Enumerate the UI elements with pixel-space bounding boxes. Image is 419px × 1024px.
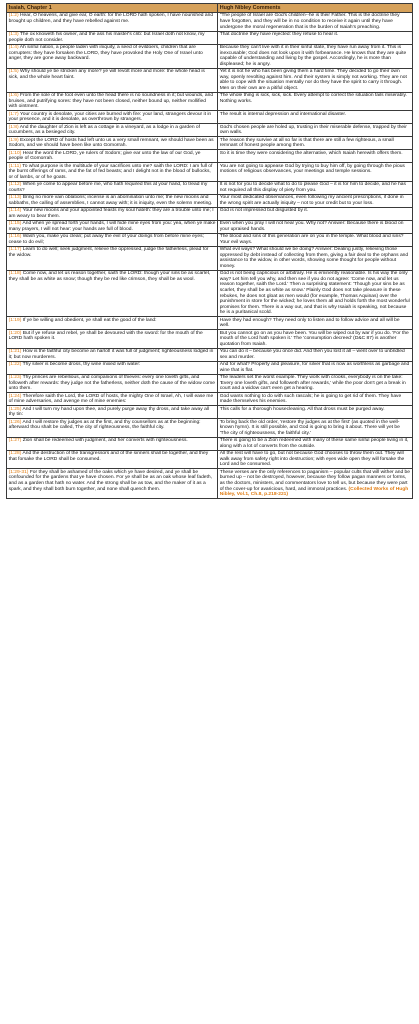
verse-reference: (1:12): [8, 182, 22, 188]
verse-cell: [7, 419, 218, 438]
comment-cell: [218, 406, 413, 419]
verse-reference: (1:6): [8, 93, 19, 99]
verse-cell: [7, 207, 218, 220]
verse-text: And the destruction of the transgressors and of the sinners shall be together, and they that forsake the LORD shall be consumed.: [8, 451, 209, 462]
verse-text: Therefore saith the Lord, the LORD of hosts, the mighty One of Israel, Ah, I will ease me of mine adversaries, and avenge me of mine enemies:: [8, 393, 214, 405]
comment-text: The result is internal depression and international disaster.: [219, 111, 347, 117]
comment-text: The leaders set the worst example. They work with crooks, everybody is on the take: 'Every one loveth gifts, and followeth after rewards,' while the poor don't get a break in court and a widow can't even get a hearing.: [219, 375, 406, 392]
comment-cell: [218, 361, 413, 374]
comment-text: Have they had enough? They need only to listen and to follow advice and all will be well.: [219, 317, 400, 329]
verse-cell: [7, 393, 218, 406]
comment-cell: [218, 124, 413, 137]
table-row: [7, 12, 413, 31]
verse-text: Zion shall be redeemed with judgment, and her converts with righteousness.: [22, 438, 188, 444]
comment-text: All the rest will have to go, but not because God chooses to throw them out. They will walk away from safety right into destruction; with eyes wide open they will forsake the Lord and be consumed.: [219, 451, 405, 468]
verse-reference: (1:8): [8, 124, 19, 130]
comment-cell: [218, 12, 413, 31]
comment-cell: [218, 111, 413, 124]
verse-cell: [7, 92, 218, 111]
table-row: [7, 111, 413, 124]
verse-cell: [7, 150, 218, 163]
verse-text: Why should ye be stricken any more? ye will revolt more and more: the whole head is sick, and the whole heart faint.: [8, 69, 205, 80]
verse-reference: (1:26): [8, 419, 22, 425]
comment-text: You are not going to appease God by trying to buy him off, by going through the pious motions of religious observances, your meetings and temple sessions.: [219, 163, 405, 175]
verse-cell: [7, 317, 218, 330]
verse-cell: [7, 194, 218, 207]
verse-cell: [7, 450, 218, 469]
verse-text: Ah sinful nation, a people laden with iniquity, a seed of evildoers, children that are corrupters: they have forsaken the LORD, they have provoked the Holy One of Israel unto anger, they are gone away backward.: [8, 44, 203, 62]
verse-text: Hear the word the LORD, ye rulers of Sodom; give ear unto the law of our God, ye people of Gomorrah.: [8, 150, 201, 162]
table-header-row: [7, 4, 413, 13]
comment-cell: [218, 317, 413, 330]
table-row: [7, 246, 413, 270]
verse-text: Come now, and let us reason together, saith the LORD: though your sins be as scarlet, they shall be as white as snow; though they be red like crimson, they shall be as wool.: [8, 271, 211, 282]
comment-cell: [218, 137, 413, 150]
verse-cell: [7, 124, 218, 137]
verse-reference: (1:3): [8, 31, 19, 37]
verse-text: Bring no more vain oblations; incense is an abomination unto me; the new moons and sabbaths, the calling of assemblies, I cannot away with; it is iniquity, even the solemn meeting.: [8, 195, 213, 206]
comment-text: You can do it – because you once did. And then you lost it all – went over to unbridled sex and murder.: [219, 349, 405, 360]
verse-cell: [7, 137, 218, 150]
verse-cell: [7, 44, 218, 68]
comment-text: It is not for you to decide what to do to please God – it is for him to decide, and he has not required all this display of piety from you.: [219, 182, 406, 193]
comment-text: "The people of Israel are God's children--he is their Father. This is the doctrine they have forgotten, and they will be in no condition to receive it again until they have undergone the moral regeneration that is the burden of Isaiah's preaching.: [219, 13, 400, 30]
table-row: [7, 194, 413, 207]
verse-reference: (1:20): [8, 330, 22, 336]
verse-cell: [7, 469, 218, 499]
comment-text: Because they can't live with it in their sinful state, they have run away from it. This is inexcusable; God does not look upon it with forbearance. He knows that they are quite capable of understanding and living by the gospel. Accordingly, he is more than displeased; he is angry.: [219, 44, 407, 67]
comment-cell: [218, 348, 413, 361]
verse-reference: (1:5): [8, 69, 19, 75]
verse-cell: [7, 437, 218, 450]
table-row: [7, 163, 413, 182]
verse-text: The ox knoweth his owner, and the ass his master's crib: but Israel doth not know, my people doth not consider.: [8, 31, 205, 43]
verse-text: Learn to do well; seek judgment, relieve the oppressed, judge the fatherless, plead for the widow.: [8, 247, 209, 258]
comment-cell: [218, 450, 413, 469]
comment-cell: [218, 92, 413, 111]
verse-text: For they shall be ashamed of the oaks which ye have desired, and ye shall be confounded for the gardens that ye have chosen. For ye shall be as an oak whose leaf fadeth, and as a garden that hath no water. And the strong shall be as tow, and the maker of it as a spark, and they shall both burn together, and none shall quench them.: [8, 469, 212, 492]
comment-text: What evil ways? What should we be doing? Answer: Dealing justly, relieving those oppressed by debt instead of collecting from them, giving a fair deal to the orphans and assistance to the widow, in other words, showing some thought for people without money.: [219, 247, 409, 269]
comment-cell: [218, 68, 413, 92]
verse-reference: (1:29-31): [8, 469, 29, 475]
verse-reference: (1:4): [8, 44, 19, 50]
verse-text: How is the faithful city become an harlot! it was full of judgment; righteousness lodged in it; but now murderers.: [8, 349, 214, 360]
verse-text: To what purpose is the multitude of your sacrifices unto me? saith the LORD: I am full of the burnt offerings of rams, and the fat of fed beasts; and I delight not in the blood of bullocks, or of lambs, or of he goats.: [8, 163, 213, 180]
comment-text: These verses are the only references to paganism – popular cults that will wither and be burned up – not be destroyed, however, because they follow pagan manners or forms, as the doctors, ministers, and commentators love to tell us, but because they were part of the cover-up for avaricious, hard, and immoral practices.: [219, 469, 410, 492]
table-row: [7, 44, 413, 68]
verse-text: Thy silver is become dross, thy wine mixed with water:: [22, 362, 141, 368]
comment-cell: [218, 44, 413, 68]
comment-cell: [218, 374, 413, 393]
table-row: [7, 233, 413, 246]
table-row: [7, 181, 413, 194]
verse-reference: (1:10): [8, 150, 22, 156]
verse-text: From the sole of the foot even unto the head there is no soundness in it; but wounds, and bruises, and putrifying sores: they have not been closed, neither bound up, neither mollified with ointment.: [8, 93, 214, 110]
verse-reference: (1:14): [8, 208, 22, 214]
verse-cell: [7, 361, 218, 374]
comment-cell: [218, 270, 413, 317]
table-row: [7, 450, 413, 469]
comment-cell: [218, 194, 413, 207]
verse-reference: (1:22): [8, 362, 22, 368]
verse-cell: [7, 163, 218, 182]
comment-text: God's chosen people are holed up, trusting in their miserable defense, trapped by their own walls.: [219, 124, 407, 136]
table-body: [7, 12, 413, 498]
comment-cell: [218, 469, 413, 499]
table-row: [7, 137, 413, 150]
verse-reference: (1:11): [8, 163, 22, 169]
comment-text: That doctrine they have rejected: they refuse to hear it.: [219, 31, 339, 37]
verse-cell: [7, 12, 218, 31]
verse-cell: [7, 374, 218, 393]
comment-cell: [218, 246, 413, 270]
comment-cell: [218, 31, 413, 44]
verse-text: Except the LORD of hosts had left unto us a very small remnant, we should have been as Sodom, and we should have been like unto Gomorrah.: [8, 137, 214, 149]
verse-reference: (1:15): [8, 221, 22, 227]
comment-text: But you cannot go on as you have been. You will be wiped out by war if you do. 'For the mouth of the Lord hath spoken it.' The 'consumption decreed' (D&C 87) is another quotation from Isaiah.: [219, 330, 409, 347]
verse-reference: (1:25): [8, 406, 22, 412]
verse-reference: (1:21): [8, 349, 22, 355]
verse-reference: (1:13): [8, 195, 22, 201]
comment-cell: [218, 150, 413, 163]
table-row: [7, 317, 413, 330]
verse-reference: (1:17): [8, 247, 22, 253]
verse-text: And the daughter of Zion is left as a cottage in a vineyard, as a lodge in a garden of cucumbers, as a besieged city.: [8, 124, 201, 136]
verse-text: But if ye refuse and rebel, ye shall be devoured with the sword: for the mouth of the LORD hath spoken it.: [8, 330, 203, 342]
comment-text: To bring back the old order, 'restore thy judges as at the first' (as quoted in the well-known hymn). It is still possible, and God is going to bring it about. There will yet be 'The city of righteousness, the faithful city.': [219, 419, 400, 436]
comment-cell: [218, 233, 413, 246]
table-row: [7, 437, 413, 450]
comment-text: This calls for a thorough housecleaning. All that dross must be purged away.: [219, 406, 385, 412]
verse-reference: (1:28): [8, 451, 22, 457]
verse-reference: (1:7): [8, 111, 19, 117]
comment-cell: [218, 419, 413, 438]
column-header-isaiah: Isaiah, Chapter 1: [7, 4, 218, 13]
comment-text: Your most dedicated observances, even following my ancient prescriptions, if done in the wrong spirit are actually iniquity – not to your credit but to your loss.: [219, 195, 404, 206]
table-row: [7, 348, 413, 361]
table-row: [7, 220, 413, 233]
verse-reference: (1:27): [8, 438, 22, 444]
comment-cell: [218, 437, 413, 450]
verse-reference: (1:19): [8, 317, 22, 323]
verse-text: And when ye spread forth your hands, I will hide mine eyes from you: yea, when ye make many prayers, I will not hear: your hands are full of blood.: [8, 221, 216, 232]
verse-text: If ye be willing and obedient, ye shall eat the good of the land:: [22, 317, 157, 323]
verse-text: And I will turn my hand upon thee, and purely purge away thy dross, and take away all thy tin:: [8, 406, 209, 418]
comment-text: God wants nothing to do with such rascals; he is going to get rid of them. They have made themselves his enemies.: [219, 393, 402, 405]
comment-text: God is not impressed but disgusted by it.: [219, 208, 309, 214]
verse-cell: [7, 31, 218, 44]
verse-cell: [7, 220, 218, 233]
table-row: [7, 361, 413, 374]
verse-reference: (1:23): [8, 375, 22, 381]
verse-cell: [7, 406, 218, 419]
verse-cell: [7, 348, 218, 361]
verse-cell: [7, 68, 218, 92]
table-row: [7, 124, 413, 137]
comment-text: The whole thing is sick, sick, sick. Every attempt to correct the situation fails miserably. Nothing works.: [219, 93, 407, 104]
verse-text: And I will restore thy judges as at the first, and thy counsellors as at the beginning: afterward thou shalt be called, The city of righteousness, the faithful city.: [8, 419, 201, 431]
comment-text: So it is time they were considering the alternative, which Isaiah herewith offers them.: [219, 150, 403, 156]
comment-cell: [218, 181, 413, 194]
verse-cell: [7, 246, 218, 270]
table-row: [7, 207, 413, 220]
verse-cell: [7, 233, 218, 246]
source-citation: (Collected Works of Hugh Nibley, Vol.1, Ch.8, p.218-221): [219, 486, 409, 498]
table-row: [7, 419, 413, 438]
comment-text: And for what? Property and pleasure, for silver that is now as worthless as garbage and wine that is flat.: [219, 362, 410, 373]
comment-cell: [218, 163, 413, 182]
table-row: [7, 150, 413, 163]
verse-reference: (1:16): [8, 234, 22, 240]
comment-text: The reason they survive at all so far is that there are still a few righteous, a small remnant of honest people among them.: [219, 137, 394, 149]
table-row: [7, 469, 413, 499]
comment-text: Even when you pray I will not hear you. Why not? Answer: Because there is blood on your upraised hands.: [219, 221, 404, 232]
comment-cell: [218, 393, 413, 406]
table-row: [7, 330, 413, 349]
verse-text: Your country is desolate, your cities are burned with fire: your land, strangers devour it in your presence, and it is desolate, as overthrown by strangers.: [8, 111, 212, 123]
table-row: [7, 406, 413, 419]
verse-cell: [7, 270, 218, 317]
table-row: [7, 374, 413, 393]
comment-text: God is not being capricious or arbitrary. He is eminently reasonable. Is his way the only way? Let him tell you why, and then see if you do not agree: 'Come now, and let us reason together, saith the Lord.' Then a surprising statement: 'Though your sins be as scarlet, they shall be as white as snow.' Plainly God does not take pleasure in these rebukes, he does not gloat as men would (for example, Thomas Aquinas) over the punishment in store for the wicked; he loves them all and holds forth the most wonderful promises for them. There is a way out, and that is why Isaiah is speaking, not because he is a puritanical scold.: [219, 271, 410, 316]
table-row: [7, 393, 413, 406]
verse-reference: (1:2): [8, 13, 19, 19]
verse-cell: [7, 181, 218, 194]
verse-reference: (1:24): [8, 393, 22, 399]
comment-text: The blood and sins of this generation are on you in the temple. What blood and sins? Your evil ways.: [219, 234, 404, 245]
comment-text: There is going to be a Zion redeemed with many of these same sinful people living in it, along with a lot of converts from the outside.: [219, 438, 409, 449]
verse-text: Thy princes are rebellious, and companions of thieves: every one loveth gifts, and followeth after rewards: they judge not the fatherless, neither doth the cause of the widow come unto them.: [8, 375, 215, 392]
table-row: [7, 68, 413, 92]
isaiah-nibley-table: [6, 3, 413, 499]
verse-text: Your new moons and your appointed feasts my soul hateth: they are a trouble unto me; I am weary to bear them.: [8, 208, 214, 219]
table-row: [7, 31, 413, 44]
comment-text: Yet it is not he who has been giving them a hard time. They decided to go their own way, openly revolting against him. And their system is simply not working. They are not able to cope with the situation mentally nor do they have the spirit to carry it through. Men on their own are a pitiful object.: [219, 69, 407, 91]
table-row: [7, 270, 413, 317]
verse-text: Hear, O heavens, and give ear, O earth: for the LORD hath spoken, I have nourished and brought up children, and they have rebelled against me.: [8, 13, 214, 24]
comment-cell: [218, 220, 413, 233]
verse-text: Wash you, make you clean; put away the evil of your doings from before mine eyes; cease to do evil;: [8, 234, 204, 245]
verse-text: When ye come to appear before me, who hath required this at your hand, to tread my courts?: [8, 182, 208, 193]
comment-cell: [218, 330, 413, 349]
verse-reference: (1:9): [8, 137, 19, 143]
table-row: [7, 92, 413, 111]
comment-cell: [218, 207, 413, 220]
verse-cell: [7, 330, 218, 349]
verse-reference: (1:18): [8, 271, 22, 277]
column-header-nibley: Hugh Nibley Comments: [218, 4, 413, 13]
verse-cell: [7, 111, 218, 124]
